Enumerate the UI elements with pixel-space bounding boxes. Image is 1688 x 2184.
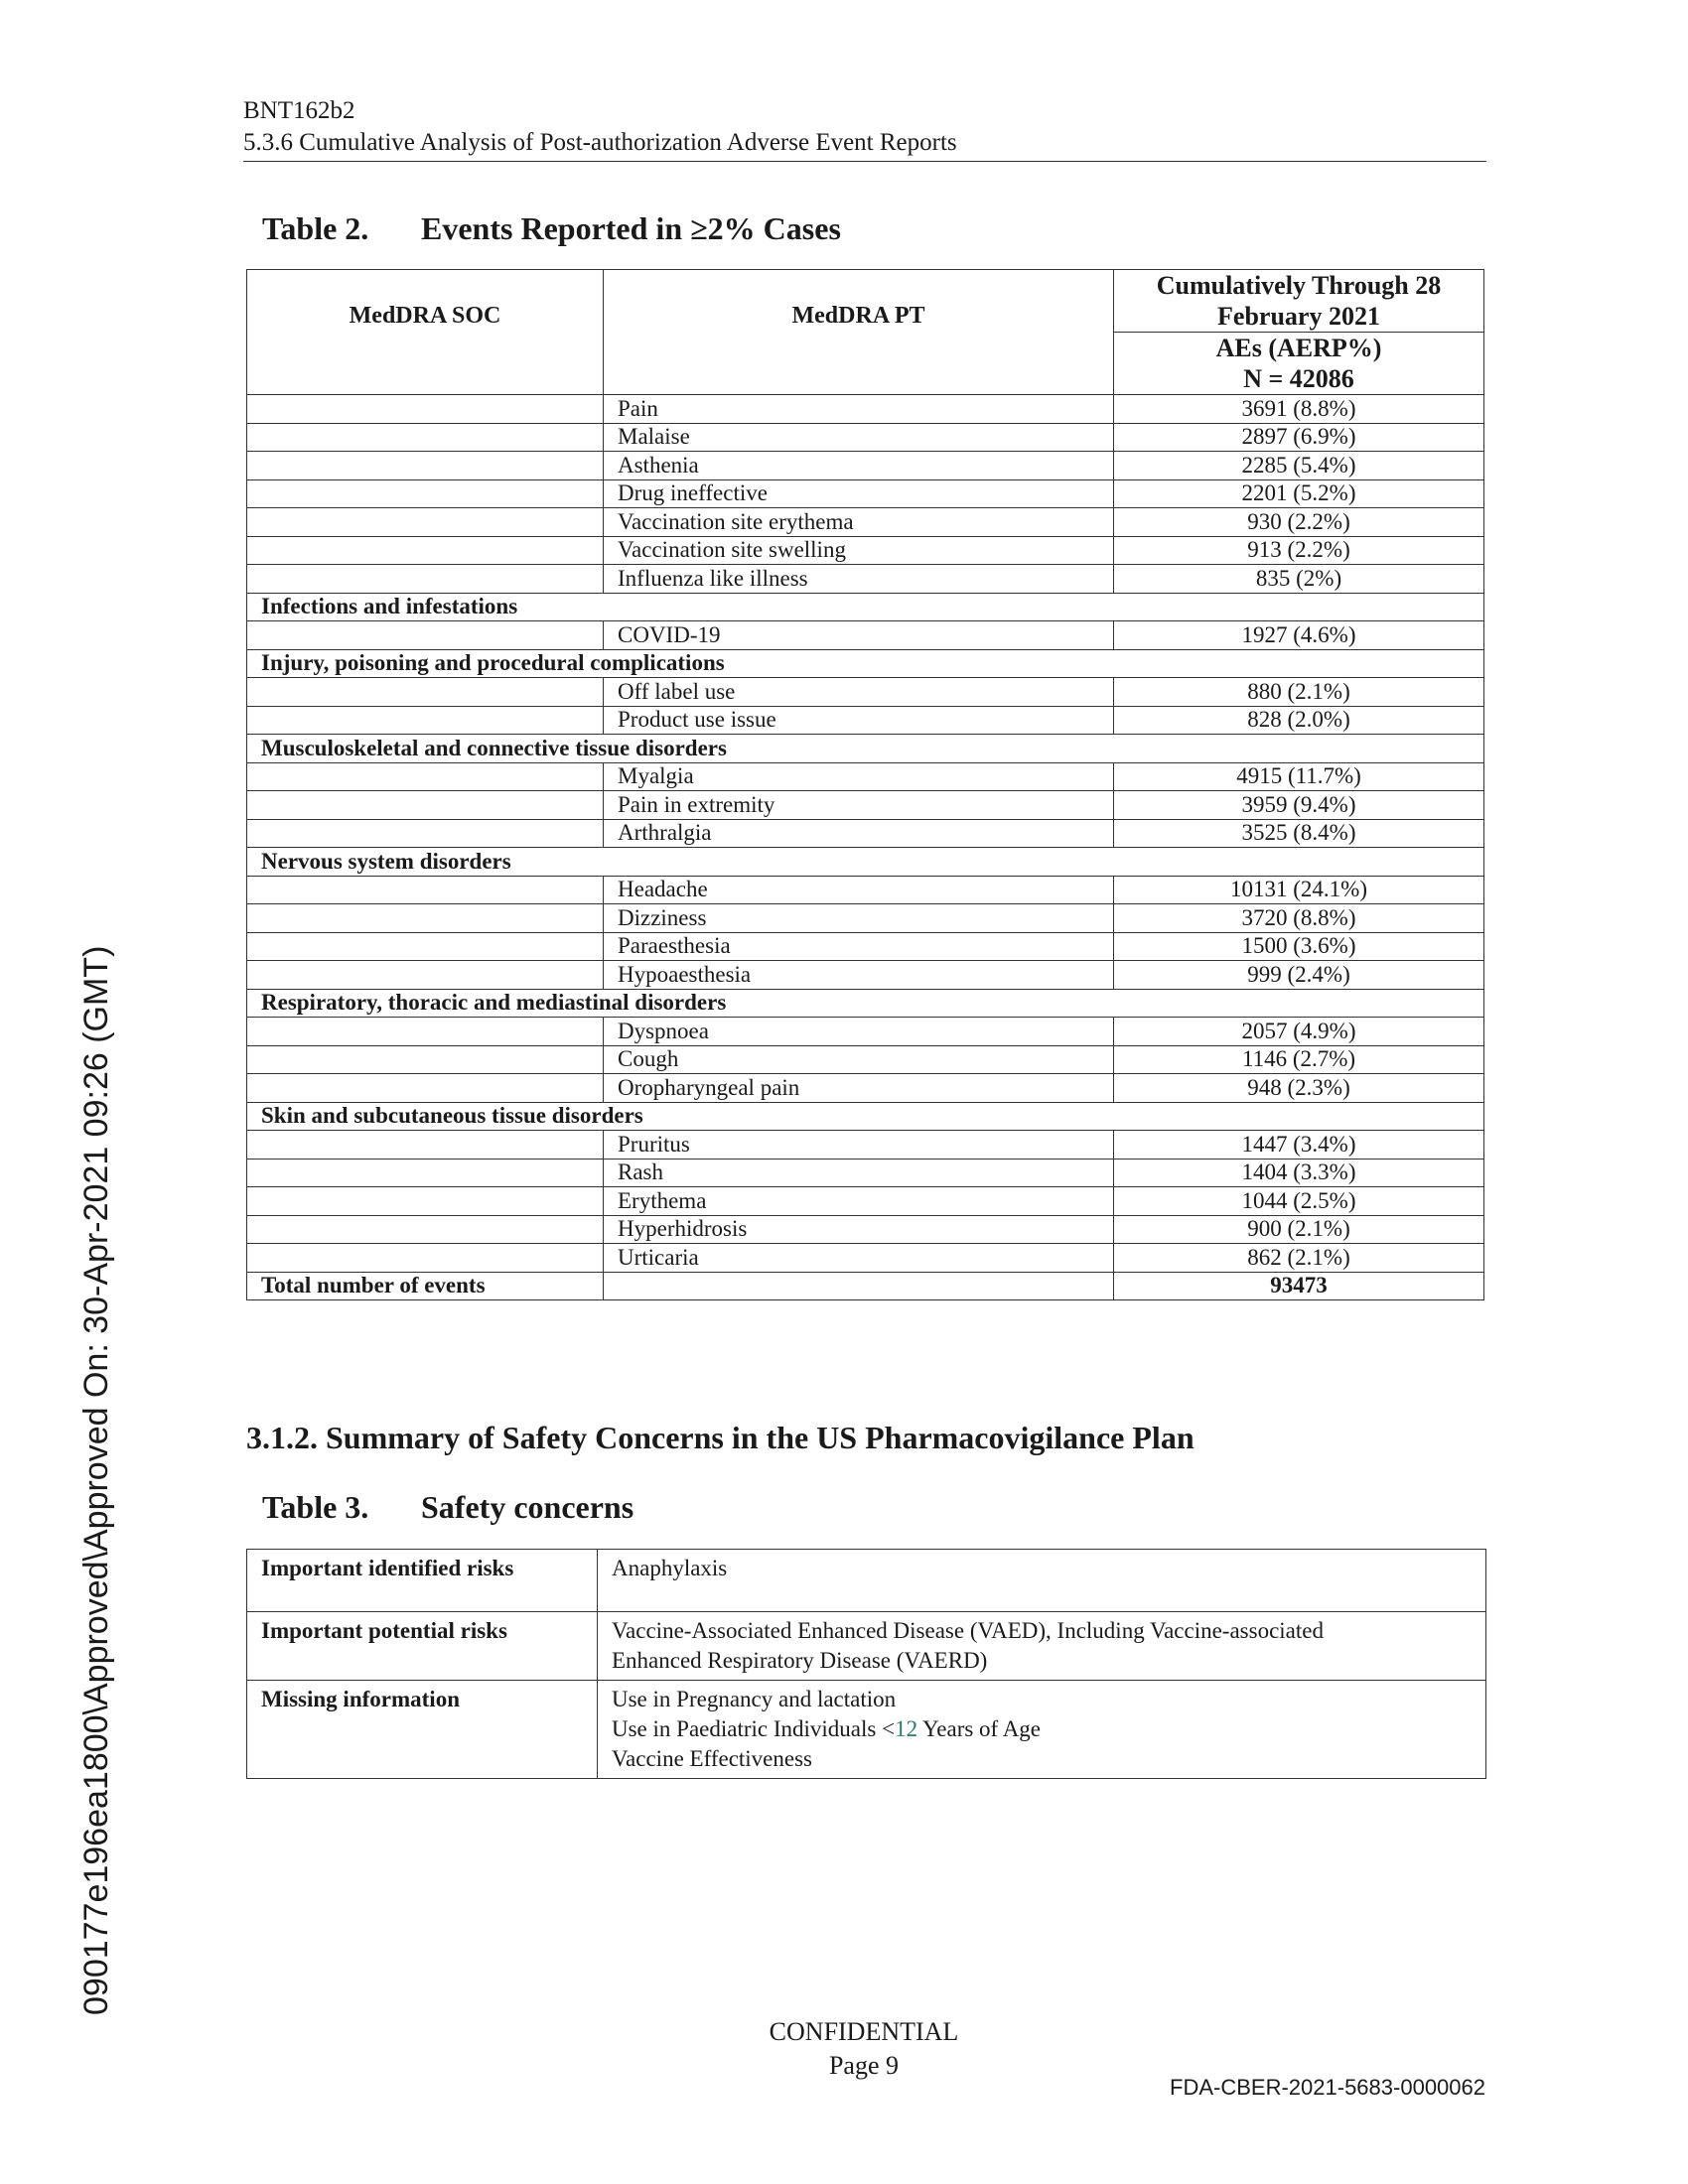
soc-cell xyxy=(247,678,604,707)
column-header-aes: AEs (AERP%) N = 42086 xyxy=(1114,333,1484,395)
table-row xyxy=(247,1244,1484,1273)
page-header xyxy=(243,95,1486,162)
table-row xyxy=(247,932,1484,961)
soc-cell xyxy=(247,1074,604,1103)
table-row xyxy=(247,989,1484,1018)
column-header-pt: MedDRA PT xyxy=(604,333,1114,395)
table-row xyxy=(247,1159,1484,1187)
table-row xyxy=(247,452,1484,480)
soc-label: Musculoskeletal and connective tissue disorders xyxy=(247,735,604,763)
table-row xyxy=(247,961,1484,990)
value-cell: 828 (2.0%) xyxy=(1114,706,1484,735)
value-cell: 3525 (8.4%) xyxy=(1114,819,1484,848)
pt-cell: Product use issue xyxy=(604,706,1114,735)
approval-stamp: 090177e196ea1800\Approved\Approved On: 30-Apr-2021 09:26 (GMT) xyxy=(77,945,115,2015)
table-row xyxy=(247,649,1484,678)
pt-cell: Hyperhidrosis xyxy=(604,1215,1114,1244)
soc-cell xyxy=(247,762,604,791)
soc-cell xyxy=(247,961,604,990)
soc-cell xyxy=(247,1215,604,1244)
pt-cell: Dyspnoea xyxy=(604,1018,1114,1046)
table-row xyxy=(247,848,1484,877)
pt-cell: Dizziness xyxy=(604,904,1114,933)
value-cell: 2201 (5.2%) xyxy=(1114,479,1484,508)
pt-cell: Myalgia xyxy=(604,762,1114,791)
soc-cell xyxy=(247,452,604,480)
identified-risks-label: Important identified risks xyxy=(247,1550,598,1612)
table-row xyxy=(247,1102,1484,1131)
table2-caption xyxy=(262,210,841,247)
value-cell: 2897 (6.9%) xyxy=(1114,423,1484,452)
pt-cell: Pain xyxy=(604,395,1114,424)
table-row xyxy=(247,479,1484,508)
pt-cell: Asthenia xyxy=(604,452,1114,480)
missing-info-label: Missing information xyxy=(247,1681,598,1779)
pt-cell: Pruritus xyxy=(604,1131,1114,1160)
soc-label: Infections and infestations xyxy=(247,593,604,621)
table2-number: Table 2. xyxy=(262,210,369,246)
value-cell: 930 (2.2%) xyxy=(1114,508,1484,537)
table-row xyxy=(247,1612,1486,1681)
pt-cell: Oropharyngeal pain xyxy=(604,1074,1114,1103)
table3-title: Safety concerns xyxy=(421,1489,634,1525)
pt-cell: Rash xyxy=(604,1159,1114,1187)
table-row xyxy=(247,1018,1484,1046)
soc-cell xyxy=(247,395,604,424)
value-cell: 1500 (3.6%) xyxy=(1114,932,1484,961)
value-cell: 1447 (3.4%) xyxy=(1114,1131,1484,1160)
value-cell: 10131 (24.1%) xyxy=(1114,876,1484,904)
pt-cell: Pain in extremity xyxy=(604,791,1114,820)
column-header-soc: MedDRA SOC xyxy=(247,333,604,395)
confidential-label: CONFIDENTIAL xyxy=(769,2017,959,2046)
value-cell: 3720 (8.8%) xyxy=(1114,904,1484,933)
table-row xyxy=(247,395,1484,424)
value-cell: 835 (2%) xyxy=(1114,565,1484,594)
soc-cell xyxy=(247,479,604,508)
table2-title: Events Reported in ≥2% Cases xyxy=(421,210,841,246)
table-row xyxy=(247,1550,1486,1612)
table-row xyxy=(247,904,1484,933)
soc-label: Respiratory, thoracic and mediastinal disorders xyxy=(247,989,604,1018)
table-row xyxy=(247,1045,1484,1074)
table-row xyxy=(247,1131,1484,1160)
table3-number: Table 3. xyxy=(262,1489,369,1525)
document-id: FDA-CBER-2021-5683-0000062 xyxy=(1170,2075,1485,2100)
value-cell: 4915 (11.7%) xyxy=(1114,762,1484,791)
value-cell: 900 (2.1%) xyxy=(1114,1215,1484,1244)
section-title: 5.3.6 Cumulative Analysis of Post-authorization Adverse Event Reports xyxy=(243,129,957,156)
potential-risks-label: Important potential risks xyxy=(247,1612,598,1681)
value-cell: 1927 (4.6%) xyxy=(1114,621,1484,650)
table-row xyxy=(247,621,1484,650)
soc-cell xyxy=(247,819,604,848)
pt-cell: Vaccination site swelling xyxy=(604,536,1114,565)
soc-cell xyxy=(247,1159,604,1187)
table-row xyxy=(247,508,1484,537)
table-row xyxy=(247,678,1484,707)
pt-cell: COVID-19 xyxy=(604,621,1114,650)
table-row xyxy=(247,423,1484,452)
pt-cell: Malaise xyxy=(604,423,1114,452)
soc-cell xyxy=(247,1244,604,1273)
soc-cell xyxy=(247,508,604,537)
section-heading: 3.1.2. Summary of Safety Concerns in the US Pharmacovigilance Plan xyxy=(246,1420,1195,1455)
total-label: Total number of events xyxy=(247,1272,604,1300)
page-number: Page 9 xyxy=(828,2051,900,2080)
table-row xyxy=(247,791,1484,820)
soc-cell xyxy=(247,565,604,594)
product-name: BNT162b2 xyxy=(243,97,355,124)
table-row xyxy=(247,706,1484,735)
missing-info-value: Use in Pregnancy and lactation Use in Paediatric Individuals <12 Years of Age Vaccine Effectiveness xyxy=(598,1681,1486,1779)
soc-cell xyxy=(247,1045,604,1074)
safety-concerns-table xyxy=(246,1549,1486,1779)
value-cell: 1146 (2.7%) xyxy=(1114,1045,1484,1074)
soc-cell xyxy=(247,423,604,452)
value-cell: 3691 (8.8%) xyxy=(1114,395,1484,424)
identified-risks-value: Anaphylaxis xyxy=(598,1550,1486,1612)
value-cell: 3959 (9.4%) xyxy=(1114,791,1484,820)
table3-caption xyxy=(262,1489,633,1526)
soc-cell xyxy=(247,706,604,735)
pt-cell: Headache xyxy=(604,876,1114,904)
pt-cell: Off label use xyxy=(604,678,1114,707)
pt-cell: Vaccination site erythema xyxy=(604,508,1114,537)
pt-cell: Hypoaesthesia xyxy=(604,961,1114,990)
table-row xyxy=(247,819,1484,848)
table-row xyxy=(247,762,1484,791)
soc-cell xyxy=(247,1187,604,1216)
table-row xyxy=(247,1681,1486,1779)
column-header-period: Cumulatively Through 28 February 2021 xyxy=(1114,270,1484,333)
value-cell: 948 (2.3%) xyxy=(1114,1074,1484,1103)
soc-label: Nervous system disorders xyxy=(247,848,604,877)
soc-cell xyxy=(247,932,604,961)
pt-cell: Cough xyxy=(604,1045,1114,1074)
value-cell: 999 (2.4%) xyxy=(1114,961,1484,990)
events-table xyxy=(246,269,1484,1300)
pt-cell: Arthralgia xyxy=(604,819,1114,848)
value-cell: 2285 (5.4%) xyxy=(1114,452,1484,480)
value-cell: 1404 (3.3%) xyxy=(1114,1159,1484,1187)
soc-cell xyxy=(247,791,604,820)
pt-cell: Paraesthesia xyxy=(604,932,1114,961)
soc-cell xyxy=(247,1131,604,1160)
table-row xyxy=(247,735,1484,763)
value-cell: 880 (2.1%) xyxy=(1114,678,1484,707)
value-cell: 2057 (4.9%) xyxy=(1114,1018,1484,1046)
table-row xyxy=(247,1215,1484,1244)
pt-cell: Influenza like illness xyxy=(604,565,1114,594)
soc-label: Skin and subcutaneous tissue disorders xyxy=(247,1102,604,1131)
pt-cell: Drug ineffective xyxy=(604,479,1114,508)
column-header-n: N = 42086 xyxy=(1243,364,1354,393)
pt-cell: Urticaria xyxy=(604,1244,1114,1273)
soc-label: Injury, poisoning and procedural complications xyxy=(247,649,604,678)
table-row xyxy=(247,593,1484,621)
table-row xyxy=(247,876,1484,904)
soc-cell xyxy=(247,1018,604,1046)
table2-header-row2 xyxy=(247,333,1484,395)
total-value: 93473 xyxy=(1114,1272,1484,1300)
table-row xyxy=(247,1074,1484,1103)
table-row xyxy=(247,1187,1484,1216)
value-cell: 862 (2.1%) xyxy=(1114,1244,1484,1273)
soc-cell xyxy=(247,536,604,565)
soc-cell xyxy=(247,876,604,904)
table-row xyxy=(247,536,1484,565)
soc-cell xyxy=(247,621,604,650)
value-cell: 913 (2.2%) xyxy=(1114,536,1484,565)
table-row xyxy=(247,565,1484,594)
soc-cell xyxy=(247,904,604,933)
total-row xyxy=(247,1272,1484,1300)
pt-cell: Erythema xyxy=(604,1187,1114,1216)
potential-risks-value: Vaccine-Associated Enhanced Disease (VAED), Including Vaccine-associated Enhanced Respiratory Disease (VAERD) xyxy=(598,1612,1486,1681)
value-cell: 1044 (2.5%) xyxy=(1114,1187,1484,1216)
